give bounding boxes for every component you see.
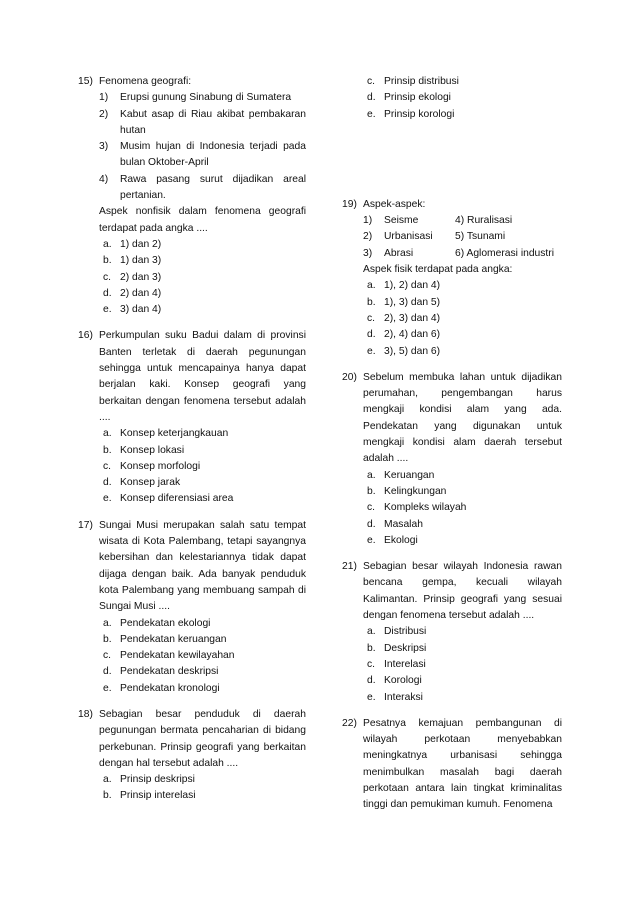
option-b: b. Pendekatan keruangan <box>103 633 227 645</box>
option-c: c. Kompleks wilayah <box>367 502 467 514</box>
question-21 <box>342 559 562 706</box>
option-b: b. 1) dan 3) <box>103 255 162 267</box>
list-item: 2) Urbanisasi <box>363 231 433 243</box>
question-20 <box>342 370 562 549</box>
question-stem: Sebagian besar penduduk di daerah pegunungan bermata pencaharian di bidang perkebunan. Prinsip geografi yang berkaitan dengan hal tersebut adalah .... <box>99 708 306 769</box>
question-number: 22) <box>342 717 357 729</box>
option-a: a. Konsep keterjangkauan <box>103 428 229 440</box>
question-number: 19) <box>342 198 357 210</box>
option-a: a. 1), 2) dan 4) <box>367 280 441 292</box>
option-c: c. Pendekatan kewilayahan <box>103 650 235 662</box>
option-e: e. Pendekatan kronologi <box>103 682 220 694</box>
option-b: b. Deskripsi <box>367 642 427 654</box>
option-c: c. Interelasi <box>367 658 426 670</box>
list-item: 3) Musim hujan di Indonesia terjadi pada bulan Oktober-April <box>99 141 306 169</box>
question-number: 15) <box>78 76 93 87</box>
list-item: 2) Kabut asap di Riau akibat pembakaran hutan <box>99 108 306 136</box>
question-stem: Aspek fisik terdapat pada angka: <box>363 264 513 276</box>
option-c: c. 2), 3) dan 4) <box>367 312 441 324</box>
option-e: e. Interaksi <box>367 691 423 703</box>
list-item: 4) Ruralisasi <box>455 215 513 227</box>
option-a: a. Pendekatan ekologi <box>103 617 211 629</box>
option-d: d. 2), 4) dan 6) <box>367 329 441 341</box>
question-stem: Sebelum membuka lahan untuk dijadikan perumahan, pengembangan harus mengkaji kondisi alam yang ada. Pendekatan yang digunakan untuk mengkaji kondisi alam daerah tersebut adalah .... <box>363 371 562 465</box>
question-number: 21) <box>342 561 357 573</box>
option-b: b. Prinsip interelasi <box>103 790 196 802</box>
option-d: d. Konsep jarak <box>103 477 181 489</box>
question-15 <box>78 74 306 318</box>
option-e: e. 3), 5) dan 6) <box>367 345 441 357</box>
option-d: d. Prinsip ekologi <box>367 92 451 104</box>
question-stem: Perkumpulan suku Badui dalam di provinsi Banten terletak di daerah pegunungan sehingga untuk mencapainya hanya dapat berjalan kaki. Konsep geografi yang berkaitan dengan fenomena tersebut adalah .... <box>99 330 306 423</box>
option-a: a. Keruangan <box>367 469 435 481</box>
list-item: 6) Aglomerasi industri <box>455 247 555 259</box>
option-c: c. Prinsip distribusi <box>367 76 459 87</box>
option-a: a. Prinsip deskripsi <box>103 774 195 786</box>
question-18-continued <box>342 74 562 123</box>
option-a: a. 1) dan 2) <box>103 238 162 250</box>
option-a: a. Distribusi <box>367 626 427 638</box>
question-stem: Sebagian besar wilayah Indonesia rawan bencana gempa, kecuali wilayah Kalimantan. Prinsip geografi yang sesuai dengan fenomena tersebut adalah .... <box>363 561 562 622</box>
question-stem: Sungai Musi merupakan salah satu tempat wisata di Kota Palembang, tetapi sayangnya kebersihan dan kelestariannya tidak dapat dijaga dengan baik. Ada banyak penduduk kota Palembang yang membuang sampah di Sungai Musi .... <box>99 519 306 613</box>
option-e: e. Prinsip korologi <box>367 108 455 120</box>
question-title: Fenomena geografi: <box>99 76 192 87</box>
question-18 <box>78 707 306 805</box>
option-b: b. 1), 3) dan 5) <box>367 296 441 308</box>
option-d: d. Pendekatan deskripsi <box>103 666 219 678</box>
question-16 <box>78 328 306 507</box>
question-title: Aspek-aspek: <box>363 198 426 210</box>
list-item: 1) Seisme <box>363 215 419 227</box>
list-item: 1) Erupsi gunung Sinabung di Sumatera <box>99 92 292 104</box>
option-d: d. 2) dan 4) <box>103 287 162 299</box>
option-b: b. Kelingkungan <box>367 485 447 497</box>
question-number: 18) <box>78 708 93 720</box>
list-item: 5) Tsunami <box>455 231 506 243</box>
list-item: 3) Abrasi <box>363 247 414 259</box>
right-column <box>342 74 562 824</box>
question-number: 16) <box>78 330 93 342</box>
option-d: d. Masalah <box>367 518 423 530</box>
option-b: b. Konsep lokasi <box>103 444 185 456</box>
question-number: 20) <box>342 371 357 383</box>
option-d: d. Korologi <box>367 675 422 687</box>
option-e: e. 3) dan 4) <box>103 304 162 316</box>
option-e: e. Ekologi <box>367 534 418 546</box>
option-e: e. Konsep diferensiasi area <box>103 493 234 505</box>
question-19 <box>342 197 562 360</box>
list-item: 4) Rawa pasang surut dijadikan areal pertanian. <box>99 173 306 202</box>
option-c: c. Konsep morfologi <box>103 460 201 472</box>
aspect-grid <box>363 213 562 262</box>
question-stem: Pesatnya kemajuan pembangunan di wilayah perkotaan menyebabkan meningkatnya urbanisasi sehingga menimbulkan masalah bagi daerah perkotaan antara lain tingkat kriminalitas tinggi dan pemukiman kumuh. Fenomena <box>363 717 562 811</box>
question-22 <box>342 716 562 814</box>
question-17 <box>78 518 306 697</box>
question-stem: Aspek nonfisik dalam fenomena geografi terdapat pada angka .... <box>99 206 306 234</box>
question-number: 17) <box>78 519 93 531</box>
option-c: c. 2) dan 3) <box>103 271 162 283</box>
left-column <box>78 74 306 815</box>
